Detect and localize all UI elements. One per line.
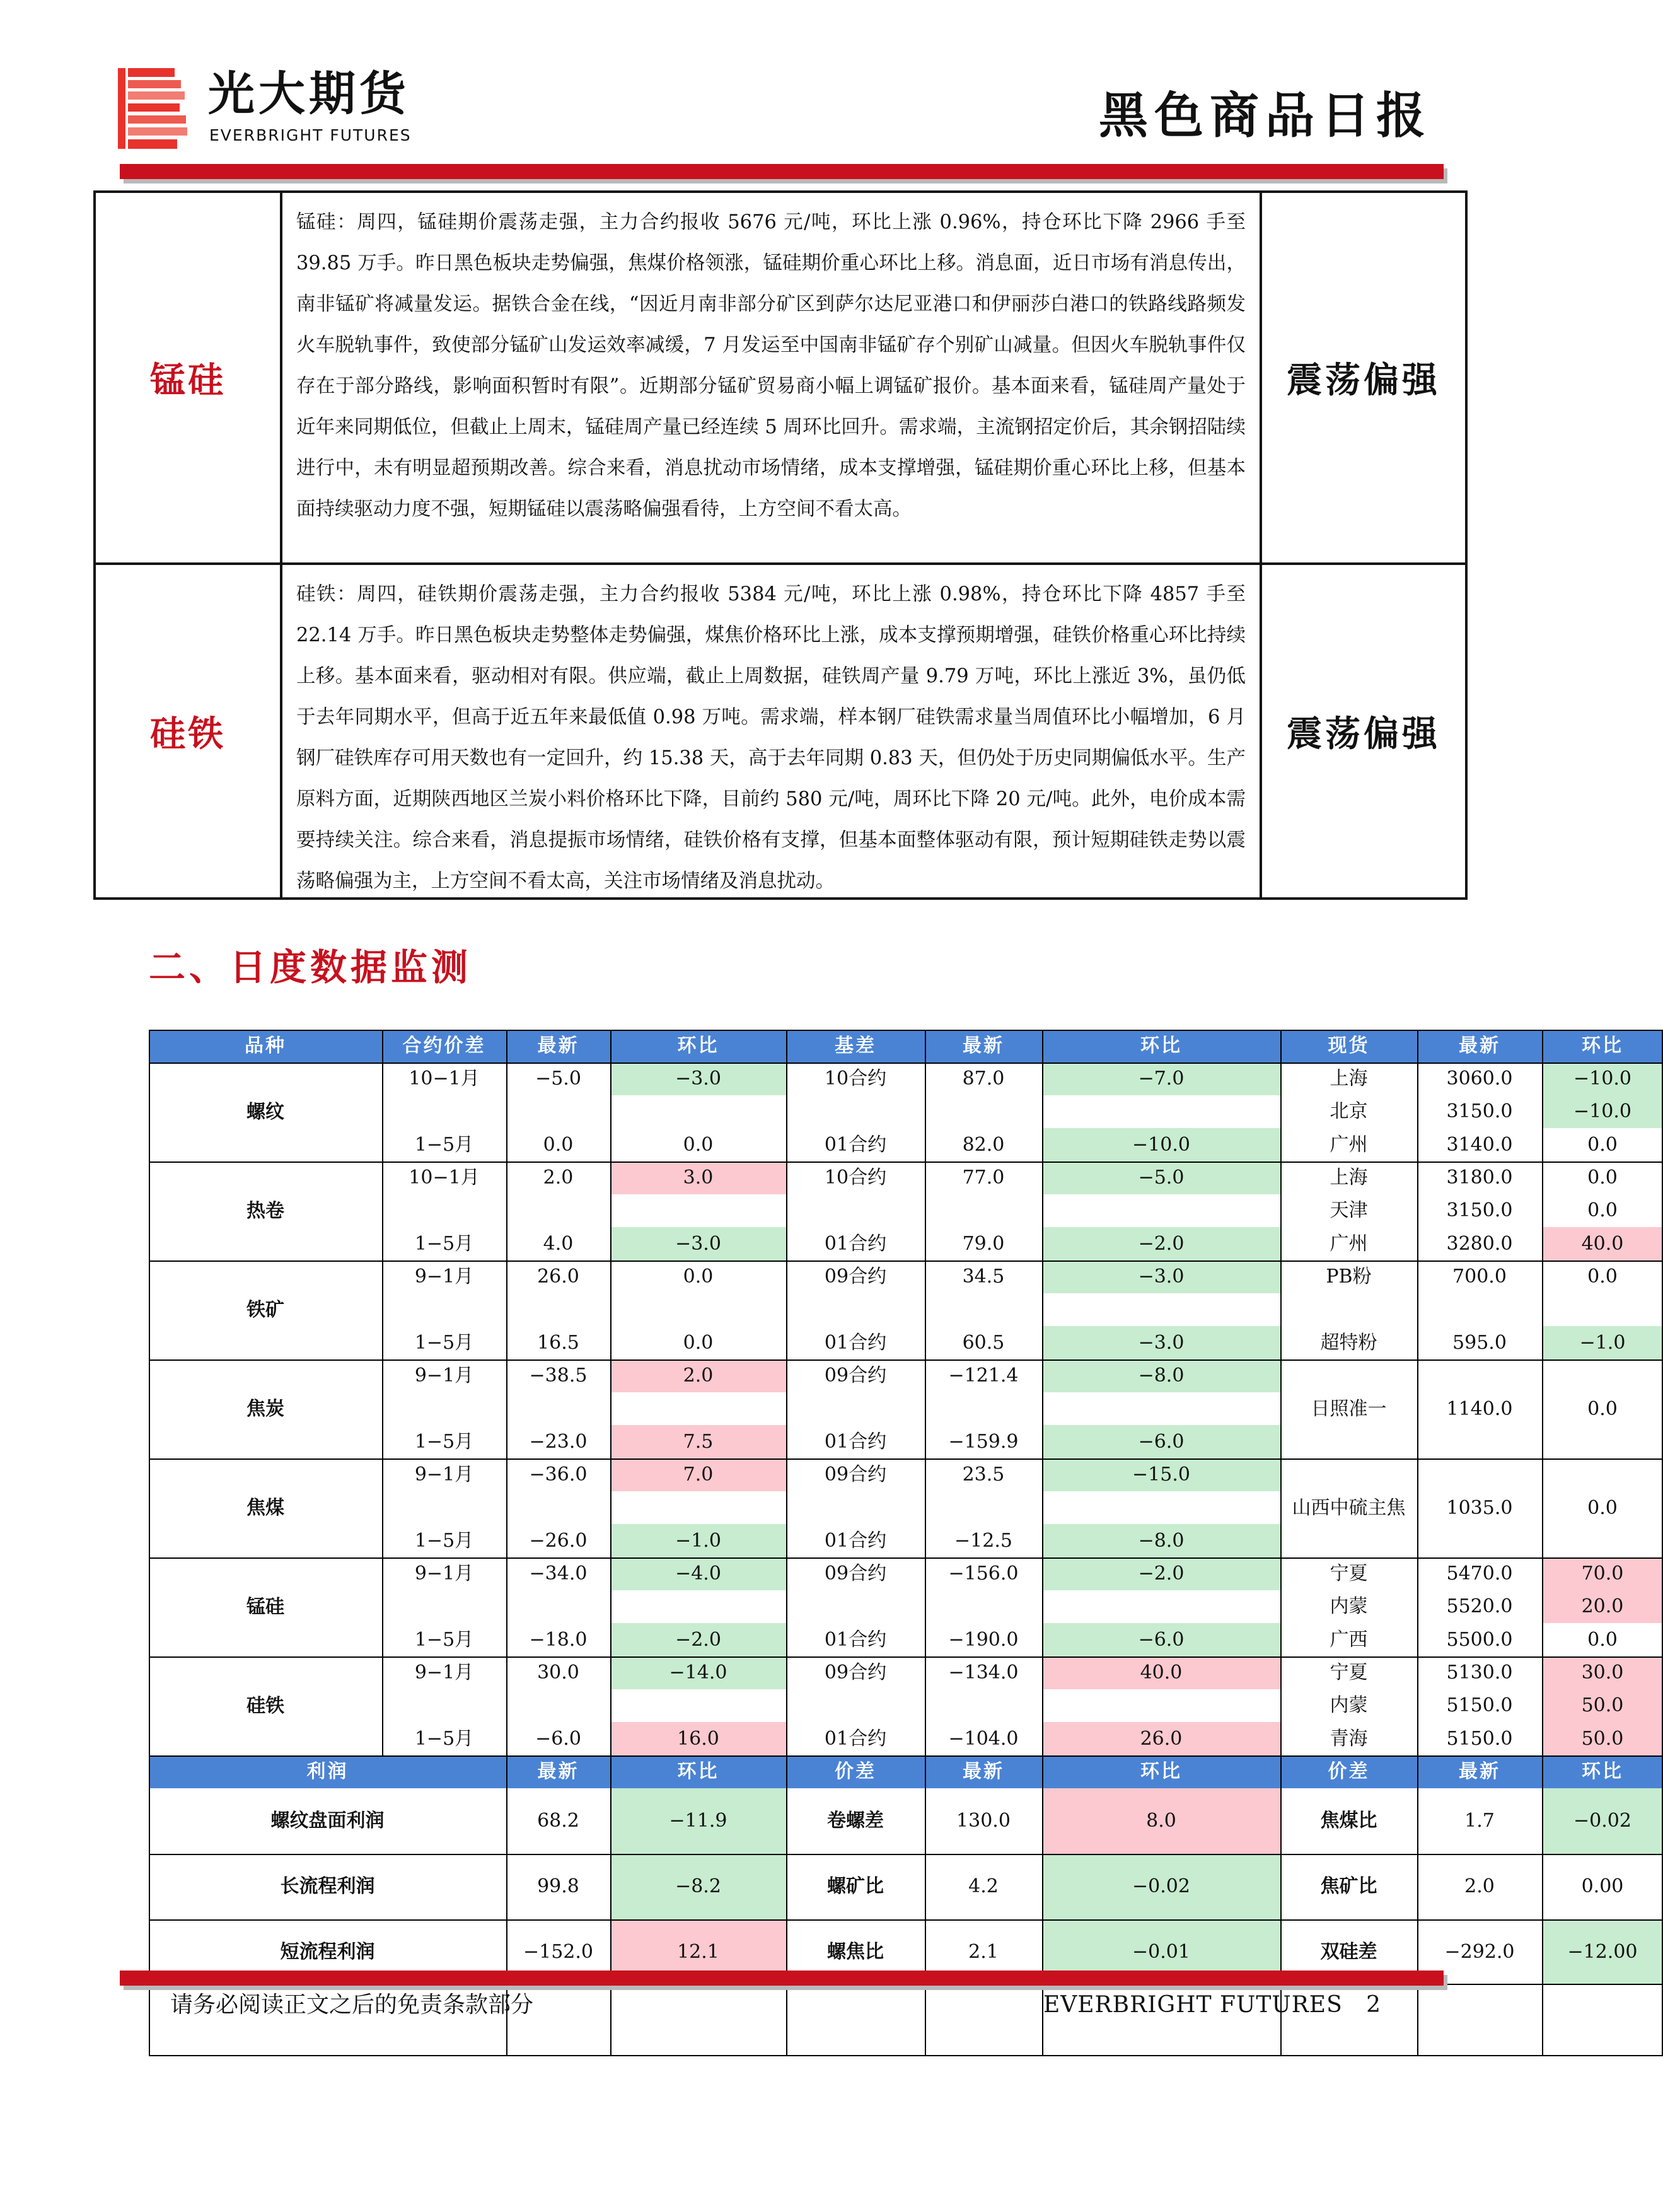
spot-change: −10.0 [1542, 1062, 1663, 1095]
basis-latest: −121.4 [948, 1365, 1019, 1387]
spread-change: −1.0 [610, 1524, 786, 1557]
basis-change: −5.0 [1042, 1161, 1280, 1194]
ratio-change: −0.02 [1542, 1788, 1663, 1854]
spot-change: 30.0 [1542, 1656, 1663, 1689]
contract-spread: 1−5月 [414, 1331, 474, 1354]
basis-contract: 09合约 [824, 1464, 887, 1486]
profit-change: 12.1 [610, 1919, 786, 1985]
row-group-label: 焦炭 [246, 1397, 284, 1420]
ratio-latest: 2.0 [1464, 1875, 1495, 1897]
spot-change: 0.0 [1587, 1628, 1618, 1651]
ratio-change: −12.00 [1542, 1919, 1663, 1985]
basis-change: 40.0 [1042, 1656, 1280, 1689]
table-header-cell: 品种 [149, 1030, 382, 1062]
spread-change: −2.0 [610, 1623, 786, 1656]
spot-latest: 5520.0 [1446, 1595, 1513, 1617]
grid-line [786, 1030, 787, 1755]
contract-spread: 1−5月 [414, 1529, 474, 1552]
spot-latest: 3060.0 [1446, 1068, 1513, 1090]
grid-line [1417, 1755, 1418, 2056]
basis-latest: 82.0 [962, 1133, 1005, 1156]
grid-line [149, 1161, 1663, 1163]
profit-header-cell: 环比 [1042, 1755, 1280, 1788]
page-number: 2 [1366, 1992, 1381, 2018]
spot-name: PB粉 [1326, 1266, 1372, 1288]
profit-label: 长流程利润 [280, 1875, 375, 1897]
spot-latest: 5500.0 [1446, 1628, 1513, 1651]
spot-change: 0.0 [1587, 1397, 1618, 1420]
spread-latest: −38.5 [529, 1365, 588, 1387]
basis-latest: 60.5 [962, 1331, 1005, 1354]
profit-label: 短流程利润 [280, 1941, 375, 1963]
footer-disclaimer: 请务必阅读正文之后的免责条款部分 [170, 1992, 534, 2018]
grid-line [925, 1030, 926, 1755]
spread-latest: 2.1 [968, 1941, 999, 1963]
basis-change: −7.0 [1042, 1062, 1280, 1095]
spot-latest: 5150.0 [1446, 1727, 1513, 1750]
profit-header-cell: 最新 [925, 1755, 1042, 1788]
basis-latest: −156.0 [948, 1563, 1019, 1585]
grid-line [149, 1919, 1663, 1921]
profit-header-cell: 最新 [1417, 1755, 1542, 1788]
section-title: 二、日度数据监测 [149, 946, 472, 989]
grid-line [149, 1458, 1663, 1460]
spread-latest: 2.0 [543, 1167, 574, 1189]
spread-change: 0.0 [683, 1133, 714, 1156]
basis-latest: 34.5 [962, 1266, 1005, 1288]
basis-change: −15.0 [1042, 1458, 1280, 1491]
spot-latest: 5150.0 [1446, 1694, 1513, 1716]
analysis-table [93, 190, 1468, 900]
basis-contract: 01合约 [824, 1232, 887, 1255]
spot-change: 20.0 [1542, 1590, 1663, 1623]
grid-line [1542, 1030, 1543, 1755]
spot-name: 日照准一 [1311, 1397, 1387, 1420]
row-group-label: 螺纹 [246, 1100, 284, 1123]
spread-latest: −36.0 [529, 1464, 588, 1486]
footer-divider [120, 1970, 1444, 1986]
basis-change: −3.0 [1042, 1326, 1280, 1359]
spread-change: −14.0 [610, 1656, 786, 1689]
basis-contract: 10合约 [824, 1167, 887, 1189]
table-header-cell: 合约价差 [382, 1030, 506, 1062]
row-group-label: 焦煤 [246, 1496, 284, 1519]
table-header-cell: 环比 [1042, 1030, 1280, 1062]
row-group-label: 锰硅 [246, 1595, 284, 1618]
spot-name: 广州 [1330, 1232, 1368, 1255]
analysis-text: 锰硅：周四，锰硅期价震荡走强，主力合约报收 5676 元/吨，环比上涨 0.96%，持仓环比下降 2966 手至 39.85 万手。昨日黑色板块走势偏强，焦煤价格领涨，锰硅期价重心环比上移。消息面，近日市场有消息传出，南非锰矿将减量发运。据铁合金在线，“因近月南非部分矿区到萨尔达尼亚港口和伊丽莎白港口的铁路线路频发火车脱轨事件，致使部分锰矿山发运效率减缓，7 月发运至中国南非锰矿存个别矿山减量。但因火车脱轨事件仅存在于部分路线，影响面积暂时有限”。近期部分锰矿贸易商小幅上调锰矿报价。基本面来看，锰硅周产量处于近年来同期低位，但截止上周末，锰硅周产量已经连续 5 周环比回升。需求端，主流钢招定价后，其余钢招陆续进行中，未有明显超预期改善。综合来看，消息扰动市场情绪，成本支撑增强，锰硅期价重心环比上移，但基本面持续驱动力度不强，短期锰硅以震荡略偏强看待，上方空间不看太高。 [282, 193, 1262, 562]
profit-latest: 99.8 [537, 1875, 579, 1897]
profit-header-cell: 最新 [506, 1755, 610, 1788]
spread-change: 16.0 [610, 1722, 786, 1755]
analysis-text: 硅铁：周四，硅铁期价震荡走强，主力合约报收 5384 元/吨，环比上涨 0.98%，持仓环比下降 4857 手至 22.14 万手。昨日黑色板块走势整体走势偏强，煤焦价格环比上涨，成本支撑预期增强，硅铁价格重心环比持续上移。基本面来看，驱动相对有限。供应端，截止上周数据，硅铁周产量 9.79 万吨，环比上涨近 3%，虽仍低于去年同期水平，但高于近五年来最低值 0.98 万吨。需求端，样本钢厂硅铁需求量当周值环比小幅增加，6 月钢厂硅铁库存可用天数也有一定回升，约 15.38 天，高于去年同期 0.83 天，但仍处于历史同期偏低水平。生产原料方面，近期陕西地区兰炭小料价格环比下降，目前约 580 元/吨，周环比下降 20 元/吨。此外，电价成本需要持续关注。综合来看，消息提振市场情绪，硅铁价格有支撑，但基本面整体驱动有限，预计短期硅铁走势以震荡略偏强为主，上方空间不看太高，关注市场情绪及消息扰动。 [282, 565, 1262, 897]
spread-change: −0.02 [1042, 1854, 1280, 1919]
grid-line [149, 1854, 1663, 1855]
spot-latest: 700.0 [1452, 1266, 1507, 1288]
basis-contract: 09合约 [824, 1266, 887, 1288]
spread-change: −3.0 [610, 1062, 786, 1095]
spot-latest: 3280.0 [1446, 1232, 1513, 1255]
spread-label: 螺矿比 [827, 1875, 884, 1897]
basis-contract: 01合约 [824, 1430, 887, 1453]
spread-latest: 0.0 [543, 1133, 574, 1156]
basis-latest: 87.0 [962, 1068, 1005, 1090]
table-header-cell: 环比 [610, 1030, 786, 1062]
basis-contract: 09合约 [824, 1563, 887, 1585]
spread-latest: 4.2 [968, 1875, 999, 1897]
contract-spread: 10−1月 [409, 1167, 480, 1189]
spot-name: 广州 [1330, 1133, 1368, 1156]
spot-name: 超特粉 [1320, 1331, 1377, 1354]
grid-line [1280, 1030, 1282, 1755]
grid-line [149, 1359, 1663, 1361]
spot-latest: 5470.0 [1446, 1563, 1513, 1585]
contract-spread: 1−5月 [414, 1133, 474, 1156]
basis-change: −8.0 [1042, 1524, 1280, 1557]
table-header-cell: 现货 [1280, 1030, 1417, 1062]
spot-change: 40.0 [1542, 1227, 1663, 1260]
basis-latest: −159.9 [948, 1430, 1019, 1453]
spread-latest: −5.0 [535, 1068, 581, 1090]
table-header-cell: 环比 [1542, 1030, 1663, 1062]
spot-change: 70.0 [1542, 1557, 1663, 1590]
row-group-label: 热卷 [246, 1199, 284, 1222]
grid-line [149, 1030, 1663, 1031]
spot-latest: 595.0 [1452, 1331, 1507, 1354]
table-header-cell: 最新 [506, 1030, 610, 1062]
spot-change: 0.0 [1587, 1133, 1618, 1156]
spread-change: 2.0 [610, 1359, 786, 1392]
basis-contract: 01合约 [824, 1727, 887, 1750]
grid-line [1542, 1755, 1543, 2056]
spread-change: 3.0 [610, 1161, 786, 1194]
spread-latest: 130.0 [956, 1810, 1011, 1832]
basis-contract: 10合约 [824, 1068, 887, 1090]
analysis-view: 震荡偏强 [1287, 713, 1440, 755]
spread-change: 0.0 [683, 1331, 714, 1354]
contract-spread: 1−5月 [414, 1727, 474, 1750]
spot-latest: 1140.0 [1446, 1397, 1513, 1420]
spot-name: 广西 [1330, 1628, 1368, 1651]
report-title: 黑色商品日报 [1098, 87, 1432, 144]
spread-latest: −18.0 [529, 1628, 588, 1651]
spot-name: 宁夏 [1330, 1563, 1368, 1585]
row-group-label: 硅铁 [246, 1694, 284, 1717]
spot-latest: 5130.0 [1446, 1662, 1513, 1684]
spot-name: 北京 [1330, 1100, 1368, 1122]
basis-contract: 01合约 [824, 1628, 887, 1651]
spot-name: 内蒙 [1330, 1694, 1368, 1716]
ratio-label: 焦矿比 [1320, 1875, 1377, 1897]
basis-change: −8.0 [1042, 1359, 1280, 1392]
spot-change: 0.0 [1587, 1167, 1618, 1189]
grid-line [149, 1062, 1663, 1064]
spread-latest: −23.0 [529, 1430, 588, 1453]
ratio-change: 0.00 [1581, 1875, 1624, 1897]
analysis-view: 震荡偏强 [1287, 359, 1440, 401]
contract-spread: 9−1月 [414, 1464, 474, 1486]
analysis-row-fesi [96, 565, 1465, 897]
brand-name-cn: 光大期货 [208, 67, 410, 121]
basis-latest: 77.0 [962, 1167, 1005, 1189]
basis-contract: 09合约 [824, 1662, 887, 1684]
spread-latest: 30.0 [537, 1662, 579, 1684]
spread-label: 卷螺差 [827, 1810, 884, 1832]
contract-spread: 10−1月 [409, 1068, 480, 1090]
basis-latest: −104.0 [948, 1727, 1019, 1750]
spread-latest: −6.0 [535, 1727, 581, 1750]
profit-header-cell: 价差 [1280, 1755, 1417, 1788]
basis-latest: 79.0 [962, 1232, 1005, 1255]
profit-latest: 68.2 [537, 1810, 579, 1832]
spread-latest: −34.0 [529, 1563, 588, 1585]
grid-line [610, 1030, 611, 1755]
profit-latest: −152.0 [523, 1941, 594, 1963]
basis-contract: 01合约 [824, 1529, 887, 1552]
contract-spread: 1−5月 [414, 1430, 474, 1453]
spot-latest: 1035.0 [1446, 1496, 1513, 1519]
grid-line [1417, 1030, 1418, 1755]
profit-change: −11.9 [610, 1788, 786, 1854]
profit-header-cell: 环比 [610, 1755, 786, 1788]
spot-name: 青海 [1330, 1727, 1368, 1750]
spot-name: 上海 [1330, 1068, 1368, 1090]
spread-change: 0.0 [683, 1266, 714, 1288]
spot-change: −10.0 [1542, 1095, 1663, 1128]
spot-change: 0.0 [1587, 1266, 1618, 1288]
spot-name: 宁夏 [1330, 1662, 1368, 1684]
spread-latest: −26.0 [529, 1529, 588, 1552]
basis-latest: −12.5 [954, 1529, 1012, 1552]
header-divider [120, 164, 1444, 179]
spread-change: 7.5 [610, 1425, 786, 1458]
contract-spread: 9−1月 [414, 1662, 474, 1684]
profit-header-cell: 利润 [149, 1755, 506, 1788]
profit-change: −8.2 [610, 1854, 786, 1919]
footer-company: EVERBRIGHT FUTURES [1043, 1992, 1343, 2018]
basis-latest: −134.0 [948, 1662, 1019, 1684]
basis-contract: 01合约 [824, 1133, 887, 1156]
grid-line [506, 1030, 507, 1755]
basis-latest: −190.0 [948, 1628, 1019, 1651]
basis-change: −3.0 [1042, 1260, 1280, 1293]
basis-change: −2.0 [1042, 1227, 1280, 1260]
spot-change: −1.0 [1542, 1326, 1663, 1359]
contract-spread: 1−5月 [414, 1628, 474, 1651]
spread-latest: 16.5 [537, 1331, 579, 1354]
basis-change: −2.0 [1042, 1557, 1280, 1590]
basis-change: −10.0 [1042, 1128, 1280, 1161]
spread-change: −0.01 [1042, 1919, 1280, 1985]
table-header-cell: 基差 [786, 1030, 925, 1062]
spread-change: 8.0 [1042, 1788, 1280, 1854]
profit-label: 螺纹盘面利润 [270, 1810, 385, 1832]
grid-line [149, 1030, 150, 2056]
ratio-label: 双硅差 [1320, 1941, 1377, 1963]
contract-spread: 9−1月 [414, 1266, 474, 1288]
table-header-cell: 最新 [925, 1030, 1042, 1062]
spread-change: −4.0 [610, 1557, 786, 1590]
spread-label: 螺焦比 [827, 1941, 884, 1963]
profit-header-cell: 环比 [1542, 1755, 1663, 1788]
basis-contract: 01合约 [824, 1331, 887, 1354]
contract-spread: 9−1月 [414, 1563, 474, 1585]
spot-latest: 3140.0 [1446, 1133, 1513, 1156]
basis-change: 26.0 [1042, 1722, 1280, 1755]
grid-line [149, 1755, 1663, 1757]
analysis-category: 硅铁 [96, 565, 282, 897]
grid-line [610, 1755, 611, 2056]
grid-line [925, 1755, 926, 2056]
spot-name: 山西中硫主焦 [1292, 1496, 1406, 1519]
grid-line [149, 2055, 1663, 2056]
spot-latest: 3150.0 [1446, 1100, 1513, 1122]
grid-line [786, 1755, 787, 2056]
contract-spread: 1−5月 [414, 1232, 474, 1255]
row-group-label: 铁矿 [246, 1298, 284, 1321]
basis-contract: 09合约 [824, 1365, 887, 1387]
spot-latest: 3180.0 [1446, 1167, 1513, 1189]
contract-spread: 9−1月 [414, 1365, 474, 1387]
spot-change: 0.0 [1587, 1199, 1618, 1221]
spot-name: 上海 [1330, 1167, 1368, 1189]
basis-change: −6.0 [1042, 1425, 1280, 1458]
brand-name-en: EVERBRIGHT FUTURES [209, 126, 412, 144]
spot-name: 内蒙 [1330, 1595, 1368, 1617]
table-header-cell: 最新 [1417, 1030, 1542, 1062]
company-logo [118, 68, 187, 149]
analysis-category: 锰硅 [96, 193, 282, 562]
ratio-label: 焦煤比 [1320, 1810, 1377, 1832]
grid-line [1042, 1030, 1043, 1755]
ratio-latest: −292.0 [1444, 1941, 1515, 1963]
grid-line [149, 1557, 1663, 1559]
spot-latest: 3150.0 [1446, 1199, 1513, 1221]
footer-right [1043, 1994, 1381, 2017]
basis-change: −6.0 [1042, 1623, 1280, 1656]
spread-latest: 26.0 [537, 1266, 579, 1288]
spot-name: 天津 [1330, 1199, 1368, 1221]
spot-change: 50.0 [1542, 1689, 1663, 1722]
analysis-row-mnsi [96, 193, 1465, 565]
spread-latest: 4.0 [543, 1232, 574, 1255]
grid-line [382, 1030, 383, 1755]
spot-change: 0.0 [1587, 1496, 1618, 1519]
spot-change: 50.0 [1542, 1722, 1663, 1755]
ratio-latest: 1.7 [1464, 1810, 1495, 1832]
grid-line [149, 1656, 1663, 1658]
basis-latest: 23.5 [962, 1464, 1005, 1486]
spread-change: −3.0 [610, 1227, 786, 1260]
grid-line [149, 1260, 1663, 1262]
spread-change: 7.0 [610, 1458, 786, 1491]
profit-header-cell: 价差 [786, 1755, 925, 1788]
daily-data-table [149, 1030, 1663, 2056]
